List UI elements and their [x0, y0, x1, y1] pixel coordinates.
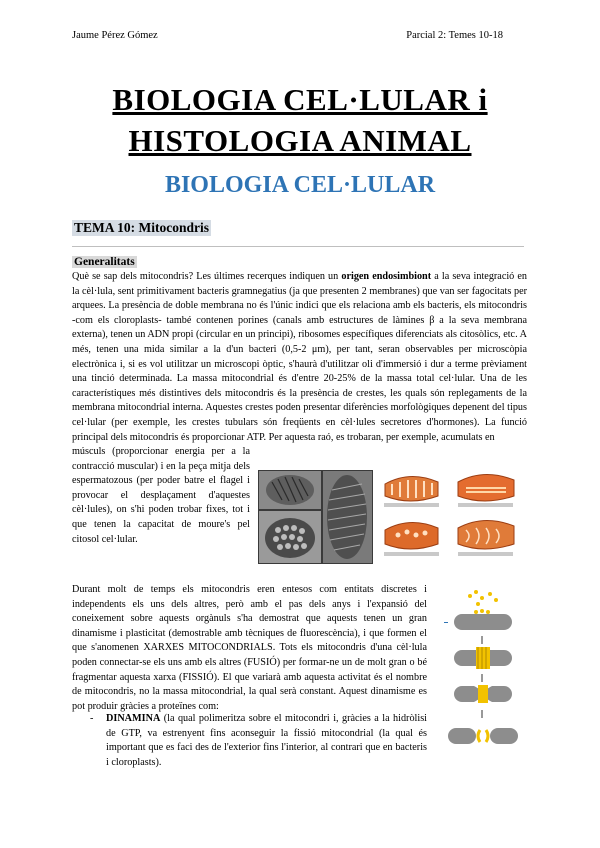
intro-text-b: a la seva integració en la cèl·lula, sent primitivament bacteris gramnegatius (ja que presenten 2 membranes) que van ser fagocitats per arquees. La presència de doble membrana no és l'únic indici que els relaciona amb els bacteris, els mitocondris -com els cloroplasts- també contenen porines (canals amb estructures de làmines β a la seva membrana externa), tenen un ADN propi (circular en un principi), ribosomes específiques diferenciats als citosòlics, etc. A més, tenen una mida similar a la d'un bacteri (0,5-2 μm), per tant, seran observables per microscòpia electrònica i, si es vol utilitzar un microscopi òptic, s'haurà d'utilitzar oli d'immersió i dur a terme prèviament una tinció determinada. La massa mitocondrial és d'entre 20-25% de la massa total cel·lular. Una de les característiques més distintives dels mitocondris és la presència de crestes, les quals són replegaments de la membrana mitocondrial interna. Aquestes crestes poden presentar diferències morfològiques depenent del tipus cel·lular (per exemple, les crestes tubulars són freqüents en cèl·lules secretores d'hormones). La funció principal dels mitocondris és proporcionar ATP. Per aquesta raó, es trobaran, per exemple, acumulats en [72, 271, 528, 443]
fission-illustration [440, 582, 525, 772]
micrograph-image [258, 470, 373, 564]
intro-bold-term: origen endosimbiont [341, 271, 432, 282]
heading-divider [72, 246, 524, 247]
list-item-dynamin [90, 712, 427, 770]
document-title-line2: HISTOLOGIA ANIMAL [128, 123, 472, 158]
document-title-line1: BIOLOGIA CEL·LULAR i [112, 82, 488, 117]
list-bullet: - [90, 713, 94, 724]
dynamin-description: (la qual polimeritza sobre el mitocondri i, gràcies a la hidròlisi de GTP, va estrenyent fins aconseguir la fissió mitocondrial (la qual és important que es faci des de l'exterior fins l'interior, al contrari que en bacteris i cloroplasts). [106, 713, 427, 768]
dynamin-term: DINAMINA [106, 713, 161, 724]
cristae-illustration [380, 468, 520, 564]
mitochondria-micrograph [258, 470, 373, 564]
list-item-text [106, 712, 427, 770]
section-heading: Generalitats [74, 256, 135, 268]
cristae-types-diagram [380, 468, 520, 564]
tema-heading: TEMA 10: Mitocondris [74, 220, 209, 235]
document-subtitle: BIOLOGIA CEL·LULAR [164, 172, 436, 198]
dynamin-fission-diagram [440, 582, 525, 772]
header-course: Parcial 2: Temes 10-18 [406, 30, 503, 41]
paragraph-mitochondrial-networks: Durant molt de temps els mitocondris eren entesos com entitats discretes i independents els uns dels altres, però amb el pas dels anys i l'expansió del coneixement sobre aquests orgànuls s'ha demostrat que aquests tenen un gran dinamisme i plasticitat (demostrable amb tècniques de fluorescència), i que formen el que s'anomenen XARXES MITOCONDRIALS. Tots els mitocondris d'una cèl·lula poden connectar-se els uns amb els altres (FUSIÓ) per formar-ne un de molt gran o bé fragmentar aquesta xarxa (FISSIÓ). El que variarà amb aquesta activitat és el nombre de mitocondris, no la massa mitocondrial, la qual serà constant. Aquest dinamisme es pot produir gràcies a proteïnes com: [72, 584, 427, 712]
header-author: Jaume Pérez Gómez [72, 30, 158, 41]
paragraph-intro-continued: músculs (proporcionar energia per a la contracció muscular) i en la peça mitja dels espermatozous (per poder batre el flagel i provocar el desplaçament d'aquestes cèl·lules), on s'hi poden trobar fixes, tot i que tenen la capacitat de moure's pel citosol cel·lular. [72, 446, 250, 545]
intro-text-a: Què se sap dels mitocondris? Les últimes recerques indiquen un [72, 271, 342, 282]
paragraph-intro [72, 270, 527, 445]
protein-list [90, 712, 427, 770]
